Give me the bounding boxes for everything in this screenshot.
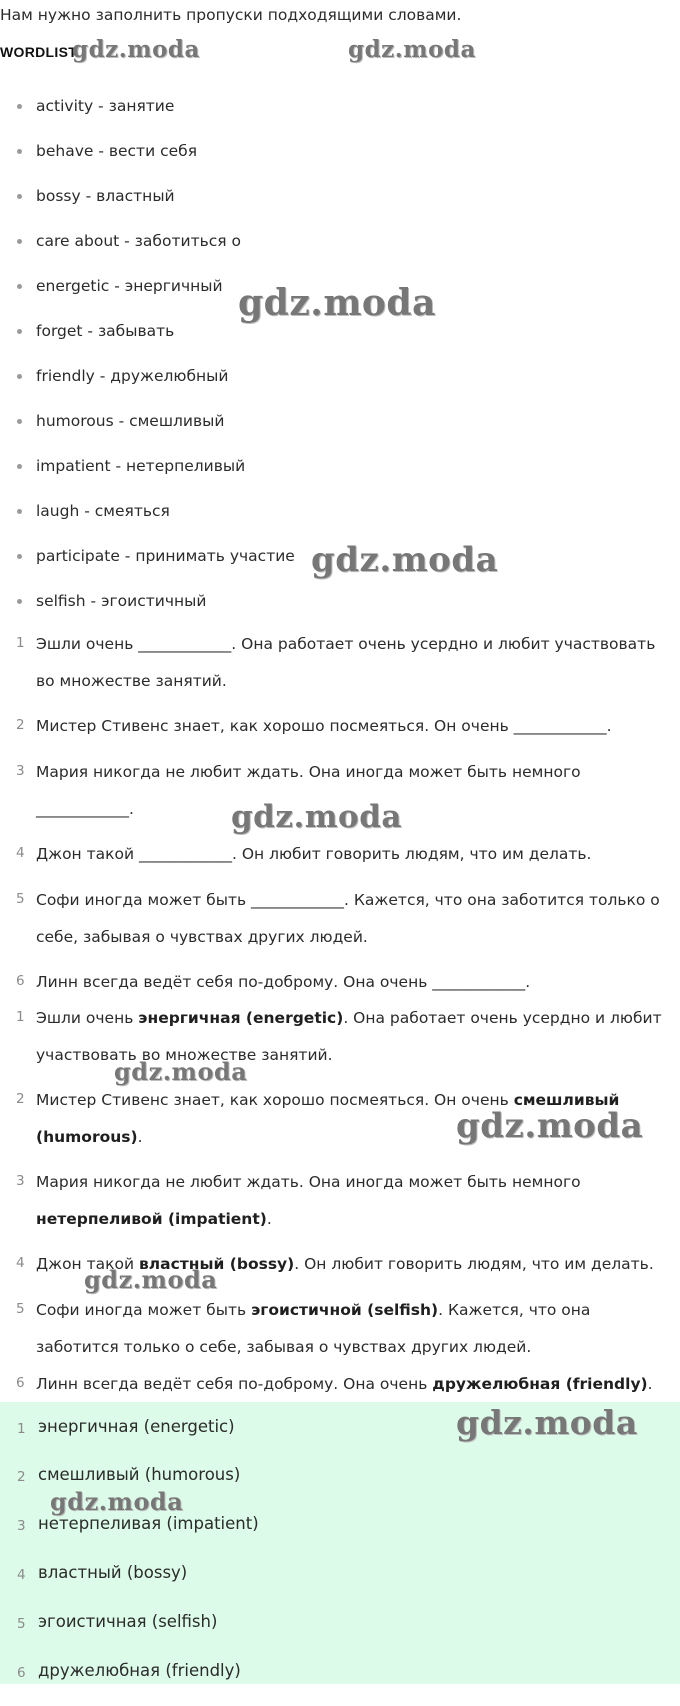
item-number: 6	[16, 973, 25, 989]
bullet-icon	[17, 599, 22, 604]
answer-text: властный (bossy)	[38, 1563, 188, 1582]
vocab-entry: forget - забывать	[36, 322, 175, 340]
vocab-entry: friendly - дружелюбный	[36, 367, 229, 385]
watermark-logo: gdz.moda	[456, 1403, 638, 1442]
list-item	[0, 456, 680, 501]
item-number: 2	[16, 1091, 25, 1107]
intro-text: Нам нужно заполнить пропуски подходящими словами.	[0, 6, 462, 24]
exercise-text: Мистер Стивенс знает, как хорошо посмеяться. Он очень ____________.	[36, 717, 612, 735]
watermark-logo: gdz.moda	[50, 1487, 184, 1516]
item-number: 5	[17, 1616, 26, 1632]
list-item	[0, 411, 680, 456]
vocab-entry: energetic - энергичный	[36, 277, 223, 295]
solution-text: Линн всегда ведёт себя по-доброму. Она очень дружелюбная (friendly).	[36, 1375, 653, 1393]
vocab-entry: bossy - властный	[36, 187, 175, 205]
vocab-entry: laugh - смеяться	[36, 502, 170, 520]
item-number: 3	[16, 1173, 25, 1189]
watermark-logo: gdz.moda	[238, 282, 436, 324]
item-number: 5	[16, 891, 25, 907]
exercise-text: Эшли очень ____________. Она работает очень усердно и любит участвовать во множестве занятий.	[36, 635, 656, 690]
vocab-entry: activity - занятие	[36, 97, 175, 115]
answer-highlight: властный (bossy)	[139, 1255, 295, 1273]
vocab-entry: impatient - нетерпеливый	[36, 457, 246, 475]
vocab-entry: care about - заботиться о	[36, 232, 241, 250]
answer-highlight: смешливый (humorous)	[36, 1091, 620, 1146]
solution-text: Джон такой властный (bossy). Он любит говорить людям, что им делать.	[36, 1255, 654, 1273]
bullet-icon	[17, 374, 22, 379]
watermark-logo: gdz.moda	[456, 1106, 644, 1146]
vocab-entry: humorous - смешливый	[36, 412, 225, 430]
solution-text: Софи иногда может быть эгоистичной (selfish). Кажется, что она заботится только о себе, забывая о чувствах других людей.	[36, 1301, 591, 1356]
exercise-text: Мария никогда не любит ждать. Она иногда может быть немного ____________.	[36, 763, 581, 818]
vocab-entry: selfish - эгоистичный	[36, 592, 207, 610]
item-number: 3	[16, 763, 25, 779]
watermark-logo: gdz.moda	[84, 1265, 218, 1294]
item-number: 6	[17, 1665, 26, 1681]
answer-highlight: энергичная (energetic)	[138, 1009, 344, 1027]
bullet-icon	[17, 509, 22, 514]
exercise-text: Джон такой ____________. Он любит говорить людям, что им делать.	[36, 845, 592, 863]
list-item	[0, 96, 680, 141]
solution-text: Эшли очень энергичная (energetic). Она работает очень усердно и любит участвовать во множестве занятий.	[36, 1009, 662, 1064]
bullet-icon	[17, 149, 22, 154]
watermark-logo: gdz.moda	[311, 540, 499, 580]
watermark-logo: gdz.moda	[348, 36, 476, 63]
answer-text: смешливый (humorous)	[38, 1465, 241, 1484]
item-number: 1	[17, 1421, 26, 1437]
bullet-icon	[17, 194, 22, 199]
item-number: 4	[16, 1255, 25, 1271]
vocab-entry: participate - принимать участие	[36, 547, 295, 565]
answer-text: нетерпеливая (impatient)	[38, 1514, 259, 1533]
list-item	[0, 141, 680, 186]
bullet-icon	[17, 239, 22, 244]
bullet-icon	[17, 554, 22, 559]
item-number: 2	[17, 1469, 26, 1485]
exercise-text: Линн всегда ведёт себя по-доброму. Она очень ____________.	[36, 973, 531, 991]
item-number: 1	[16, 1009, 25, 1025]
answer-box	[0, 1402, 680, 1684]
bullet-icon	[17, 419, 22, 424]
item-number: 4	[17, 1567, 26, 1583]
list-item	[0, 186, 680, 231]
answer-text: дружелюбная (friendly)	[38, 1661, 241, 1680]
item-number: 5	[16, 1301, 25, 1317]
vocab-entry: behave - вести себя	[36, 142, 198, 160]
bullet-icon	[17, 284, 22, 289]
answer-text: эгоистичная (selfish)	[38, 1612, 218, 1631]
answer-highlight: нетерпеливой (impatient)	[36, 1210, 267, 1228]
watermark-logo: gdz.moda	[72, 36, 200, 63]
bullet-icon	[17, 104, 22, 109]
item-number: 3	[17, 1518, 26, 1534]
solution-text: Мистер Стивенс знает, как хорошо посмеяться. Он очень смешливый (humorous).	[36, 1091, 620, 1146]
list-item	[0, 321, 680, 366]
list-item	[0, 231, 680, 276]
exercise-text: Софи иногда может быть ____________. Кажется, что она заботится только о себе, забывая о чувствах других людей.	[36, 891, 660, 946]
item-number: 6	[16, 1375, 25, 1391]
watermark-logo: gdz.moda	[231, 799, 402, 835]
list-item	[0, 366, 680, 411]
answer-text: энергичная (energetic)	[38, 1417, 235, 1436]
bullet-icon	[17, 329, 22, 334]
item-number: 4	[16, 845, 25, 861]
bullet-icon	[17, 464, 22, 469]
wordlist-heading: WORDLIST	[0, 44, 78, 60]
item-number: 1	[16, 635, 25, 651]
answer-highlight: дружелюбная (friendly)	[432, 1375, 648, 1393]
item-number: 2	[16, 717, 25, 733]
watermark-logo: gdz.moda	[114, 1057, 248, 1086]
answer-highlight: эгоистичной (selfish)	[251, 1301, 439, 1319]
solution-text: Мария никогда не любит ждать. Она иногда может быть немного нетерпеливой (impatient).	[36, 1173, 581, 1228]
